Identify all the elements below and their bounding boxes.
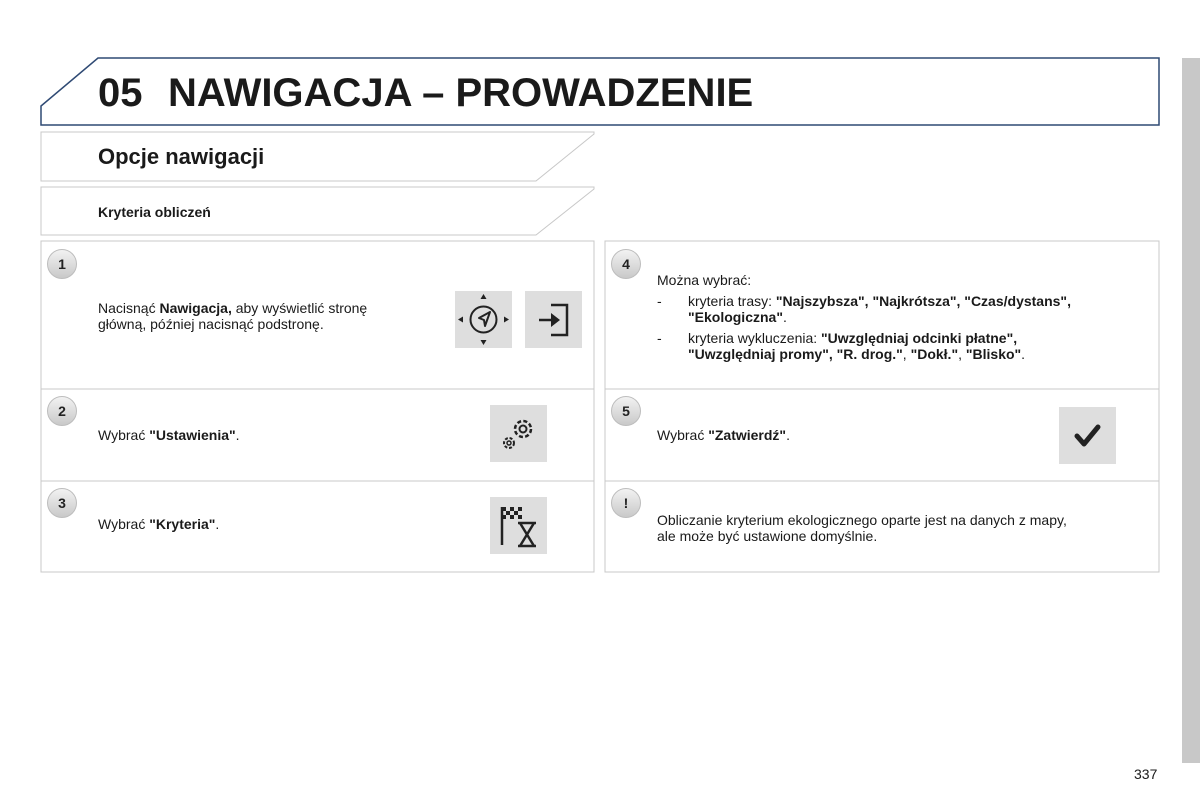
settings-gears-icon (490, 405, 547, 462)
page-number: 337 (1134, 766, 1158, 782)
chapter-title: NAWIGACJA – PROWADZENIE (168, 71, 754, 115)
list-dash: - (657, 330, 662, 346)
navigation-compass-icon (455, 291, 512, 348)
step-badge-5: 5 (611, 396, 641, 426)
step-badge-2: 2 (47, 396, 77, 426)
step-4-route-criteria: kryteria trasy: "Najszybsza", "Najkrótsza", "Czas/dystans", "Ekologiczna". (688, 293, 1071, 325)
list-dash: - (657, 293, 662, 309)
note-text: Obliczanie kryterium ekologicznego oparte jest na danych z mapy, ale może być ustawione domyślnie. (657, 512, 1067, 544)
step-3-text: Wybrać "Kryteria". (98, 516, 220, 532)
step-4-exclusion-criteria: kryteria wykluczenia: "Uwzględniaj odcinki płatne", "Uwzględniaj promy", "R. drog.", "Dokł.", "Blisko". (688, 330, 1026, 362)
step-2-text: Wybrać "Ustawienia". (98, 427, 240, 443)
subsection-title: Kryteria obliczeń (98, 204, 211, 220)
criteria-flag-hourglass-icon (490, 497, 547, 554)
section-title: Opcje nawigacji (98, 144, 265, 169)
step-1-text: Nacisnąć Nawigacja, aby wyświetlić stronę główną, później nacisnąć podstronę. (98, 300, 368, 332)
chapter-number: 05 (98, 71, 143, 115)
chapter-side-bar (1182, 58, 1200, 763)
warning-badge: ! (611, 488, 641, 518)
step-badge-4: 4 (611, 249, 641, 279)
submenu-enter-icon (525, 291, 582, 348)
step-5-text: Wybrać "Zatwierdź". (657, 427, 790, 443)
step-badge-1: 1 (47, 249, 77, 279)
checkmark-confirm-icon (1059, 407, 1116, 464)
step-4-intro: Można wybrać: (657, 272, 752, 288)
step-badge-3: 3 (47, 488, 77, 518)
